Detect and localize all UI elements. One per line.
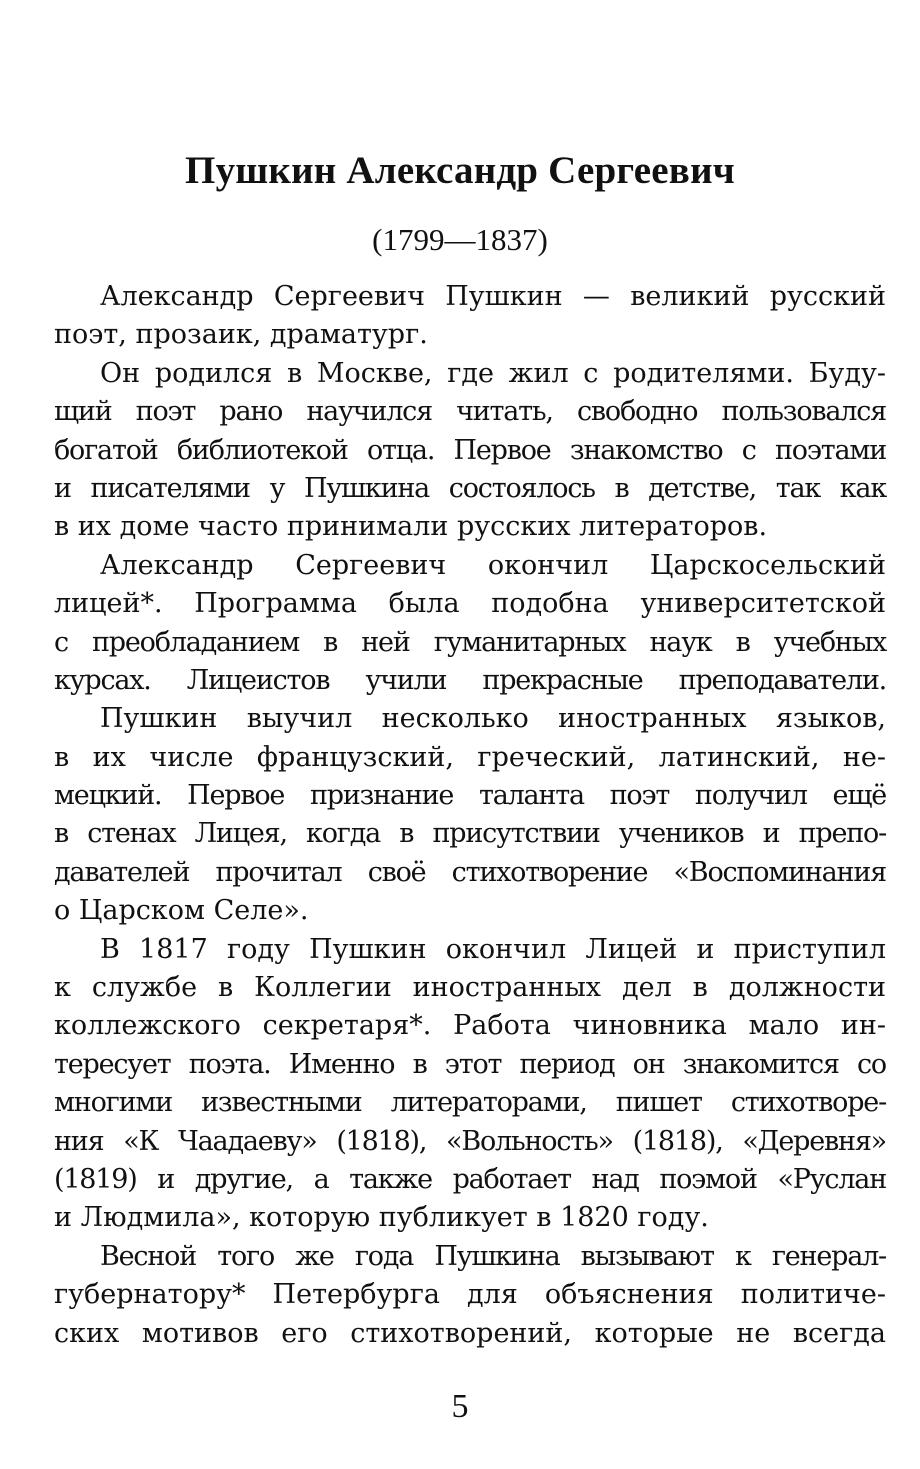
text-line: коллежского секретаря*. Работа чиновника мало ин-: [54, 1010, 886, 1042]
text-line: к службе в Коллегии иностранных дел в должности: [54, 972, 886, 1004]
text-line: в их числе французский, греческий, латинский, не-: [54, 741, 886, 773]
text-line: Пушкин выучил несколько иностранных языков,: [100, 703, 886, 735]
paragraph: [54, 1238, 886, 1353]
text-line: в стенах Лицея, когда в присутствии учеников и препо-: [54, 818, 886, 850]
page-number: 5: [451, 1388, 469, 1425]
text-line: в их доме часто принимали русских литераторов.: [54, 511, 768, 543]
text-line: щий поэт рано научился читать, свободно пользовался: [54, 396, 886, 428]
paragraph: [54, 278, 886, 355]
text-line: В 1817 году Пушкин окончил Лицей и приступил: [100, 933, 886, 965]
text-line: с преобладанием в ней гуманитарных наук в учебных: [54, 626, 886, 658]
text-line: мецкий. Первое признание таланта поэт получил ещё: [54, 780, 886, 812]
text-line: Александр Сергеевич Пушкин — великий русский: [100, 281, 886, 312]
text-line: и Людмила», которую публикует в 1820 году.: [54, 1202, 709, 1234]
text-line: Александр Сергеевич окончил Царскосельский: [100, 549, 886, 581]
article-body: [54, 278, 886, 1353]
text-line: лицей*. Программа была подобна университетской: [54, 588, 886, 620]
text-line: курсах. Лицеистов учили прекрасные преподаватели.: [54, 664, 886, 696]
paragraph: [54, 700, 886, 930]
text-line: Он родился в Москве, где жил с родителями. Буду-: [100, 357, 886, 389]
text-line: губернатору* Петербурга для объяснения политиче-: [54, 1279, 886, 1311]
text-line: ния «К Чаадаеву» (1818), «Вольность» (1818), «Деревня»: [54, 1125, 886, 1157]
page-title: Пушкин Александр Сергеевич: [185, 149, 735, 192]
text-line: поэт, прозаик, драматург.: [54, 319, 428, 351]
text-line: (1819) и другие, а также работает над поэмой «Руслан: [54, 1163, 886, 1195]
text-line: многими известными литераторами, пишет стихотворе-: [54, 1087, 886, 1119]
paragraph: [54, 547, 886, 701]
text-line: Весной того же года Пушкина вызывают к генерал-: [100, 1240, 886, 1272]
life-years: (1799—1837): [372, 222, 548, 257]
text-line: давателей прочитал своё стихотворение «Воспоминания: [54, 856, 886, 888]
paragraph: [54, 355, 886, 547]
text-line: и писателями у Пушкина состоялось в детстве, так как: [54, 472, 886, 504]
text-line: богатой библиотекой отца. Первое знакомство с поэтами: [54, 434, 886, 466]
paragraph: [54, 931, 886, 1238]
text-line: тересует поэта. Именно в этот период он знакомится со: [54, 1048, 886, 1080]
text-line: о Царском Селе».: [54, 895, 309, 927]
text-line: ских мотивов его стихотворений, которые не всегда: [54, 1317, 886, 1349]
